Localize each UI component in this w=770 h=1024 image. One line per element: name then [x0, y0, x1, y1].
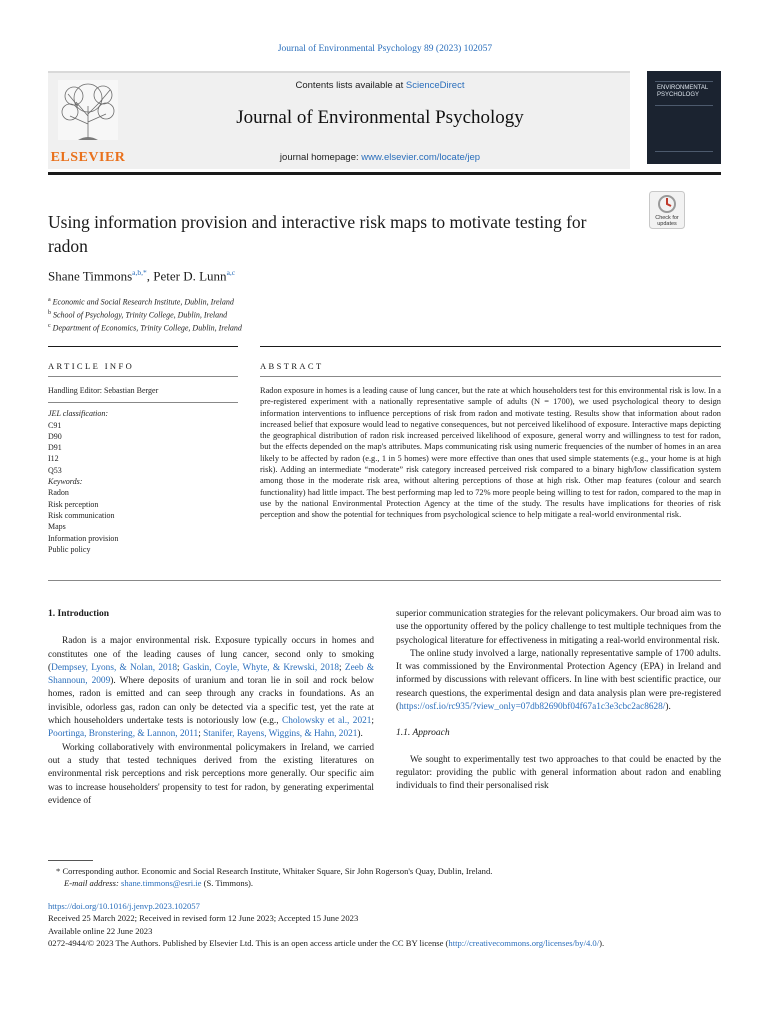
keyword: Maps: [48, 522, 66, 532]
check-for-updates-icon[interactable]: [649, 191, 685, 229]
citation-link[interactable]: Cholowsky et al., 2021: [282, 716, 372, 727]
journal-name: Journal of Environmental Psychology: [236, 107, 524, 128]
citation-link[interactable]: Dempsey, Lyons, & Nolan, 2018: [51, 662, 177, 673]
keyword: Risk communication: [48, 510, 115, 520]
abstract-heading: ABSTRACT: [260, 361, 324, 371]
author-affiliation-marks[interactable]: a,c: [226, 268, 236, 277]
license-link[interactable]: http://creativecommons.org/licenses/by/4.0/: [448, 938, 600, 949]
keyword: Public policy: [48, 544, 91, 554]
article-title: Using information provision and interactive risk maps to motivate testing for radon: [48, 212, 587, 256]
body-paragraph: Working collaboratively with environmental policymakers in Ireland, we carried out a study that tested techniques derived from the existing literatures on environmental risk perceptions and risk perceptions more generally. Our specific aim was to increase householders' propensity to test for radon, by generating experimental evidence of: [48, 742, 374, 806]
abstract-bottom-rule: [48, 580, 721, 581]
jel-code: D90: [48, 431, 62, 441]
article-info-subrule: [48, 376, 238, 377]
info-divider: [48, 402, 238, 403]
body-paragraph: We sought to experimentally test two approaches to that could be enacted by the regulator: providing the public with general information about radon and enabling individuals to find their personalised risk: [396, 754, 721, 792]
citation-link[interactable]: Poortinga, Bronstering, & Lannon, 2011: [48, 729, 199, 740]
article-info-panel: [48, 385, 238, 555]
contents-availability: Contents lists available at ScienceDirect: [295, 80, 465, 91]
author-name[interactable]: Shane Timmons: [48, 268, 133, 284]
keyword: Information provision: [48, 533, 119, 543]
affiliation-item: $^b$ School of Psychology, Trinity College, Dublin, Ireland: [48, 310, 228, 320]
homepage-link[interactable]: www.elsevier.com/locate/jep: [361, 152, 481, 163]
check-updates-line1: Check for: [655, 215, 679, 221]
cover-rule: [655, 105, 713, 106]
jel-code: Q53: [48, 465, 62, 475]
keyword: Risk perception: [48, 499, 99, 509]
journal-cover-thumbnail[interactable]: [647, 71, 721, 164]
affiliation-list: [48, 295, 242, 334]
abstract-subrule: [260, 376, 721, 377]
affiliation-item: $^c$ Department of Economics, Trinity College, Dublin, Ireland: [48, 323, 242, 333]
doi-link[interactable]: https://doi.org/10.1016/j.jenvp.2023.102057: [48, 901, 200, 911]
citation-link[interactable]: Gaskin, Coyle, Whyte, & Krewski, 2018: [182, 662, 340, 673]
available-online-date: Available online 22 June 2023: [48, 925, 153, 936]
sciencedirect-link[interactable]: ScienceDirect: [405, 80, 465, 91]
section-heading-introduction: 1. Introduction: [48, 609, 110, 619]
abstract-text: Radon exposure in homes is a leading cause of lung cancer, but the rate at which householders test for this environmental risk is low. In a pre-registered experiment with a nationally representative sample of adults (N = 1700), we used psychological theory to design information interventions to influence perceptions of risk from radon and motivate testing. Results show that information about radon increased belief that exposure would lead to negative consequences, but not perceived likelihood of exposure. Interactive maps depicting the geographical distribution of radon risk increased perceived likelihood of exposure, general worry and willingness to test for radon, but the effects depended on the map's attributes. Maps communicating risk using numeric frequencies of the number of homes in an area likely to be affected by radon (e.g., 1 in 5 homes) were more effective than ones that used simple statements (e.g., your home is at high risk). Adding an intermediate “moderate” risk category increased perceived risk compared to a binary high/low classification system among those in the moderate risk area, without altering perceptions of those at high risk. Other map features (colour and search functionality) had little impact. The best performing map led to 72% more people being willing to test for radon, compared to the map in use by the national Environmental Protection Agency at the time of the study. The results have implications for theories of risk perception and show the potential for techniques from psychological science to help mitigate a real-world environmental risk.: [260, 386, 721, 520]
affiliation-item: $^a$ Economic and Social Research Institute, Dublin, Ireland: [48, 297, 234, 307]
preregistration-link[interactable]: https://osf.io/rc935/?view_only=07db82690bf04f67a1c3e3cbc2ac8628/: [399, 702, 666, 713]
jel-code: C91: [48, 420, 62, 430]
body-paragraph: superior communication strategies for the relevant policymakers. Our broad aim was to use the opportunity offered by the policy challenge to test multiple techniques from the psychological literature for effectiveness in mitigating a real-world environmental risk.: [396, 609, 721, 646]
header-divider: [48, 172, 721, 175]
author-affiliation-marks[interactable]: a,b,*: [132, 268, 147, 277]
citation-link[interactable]: Stanifer, Rayens, Wiggins, & Hahn, 2021: [203, 729, 358, 740]
article-info-heading: ARTICLE INFO: [48, 361, 135, 371]
cover-title: ENVIRONMENTAL PSYCHOLOGY: [657, 85, 709, 98]
cover-rule: [655, 151, 713, 152]
cover-rule: [655, 81, 713, 82]
abstract-rule: [260, 346, 721, 347]
keyword: Radon: [48, 488, 69, 498]
author-name[interactable]: Peter D. Lunn: [153, 268, 227, 284]
jel-label: JEL classification:: [48, 409, 109, 419]
body-column-left: [48, 608, 374, 808]
handling-editor: Handling Editor: Sebastian Berger: [48, 386, 159, 395]
author-email-link[interactable]: shane.timmons@esri.ie: [120, 878, 202, 888]
body-paragraph: Radon is a major environmental risk. Exposure typically occurs in homes and constitutes one of the leading causes of lung cancer, second only to smoking (Dempsey, Lyons, & Nolan, 2018; Gaskin, Coyle, Whyte, & Krewski, 2018; Zeeb & Shannoun, 2009). Where deposits of uranium and toran lie in soil and rock below homes, radon is emitted and can seep through any cracks in foundations. As an invisible, odorless gas, radon can only be detected via a specific test, yet the rate at which householders undertake tests is notoriously low (e.g., Cholowsky et al., 2021; Poortinga, Bronstering, & Lannon, 2011; Stanifer, Rayens, Wiggins, & Hahn, 2021).: [48, 636, 374, 740]
jel-code: D91: [48, 443, 62, 453]
jel-code: I12: [48, 454, 59, 464]
check-updates-line2: updates: [657, 221, 677, 227]
author-list: Shane Timmons$^{a,b,*}$, Peter D. Lunn$^{a,c}$: [48, 268, 236, 284]
body-column-right: [396, 608, 721, 794]
corresponding-author-footnote: * Corresponding author. Economic and Social Research Institute, Whitaker Square, Sir John Rogerson's Quay, Dublin, Ireland. E-mail address: shane.timmons@esri.ie (S. Timmons).: [56, 866, 493, 888]
elsevier-wordmark: ELSEVIER: [50, 150, 126, 165]
keywords-label: Keywords:: [48, 477, 83, 487]
journal-homepage: journal homepage: www.elsevier.com/locate/jep: [279, 152, 481, 163]
publication-history: Received 25 March 2022; Received in revised form 12 June 2023; Accepted 15 June 2023: [48, 913, 359, 924]
body-paragraph: The online study involved a large, nationally representative sample of 1700 adults. It was commissioned by the Environmental Protection Agency (EPA) in Ireland and informed by discussions with relevant officers. In line with best scientific practice, our research questions, the experimental design and data analysis plan were pre-registered (https://osf.io/rc935/?view_only=07db82690bf04f67a1c3e3cbc2ac8628/).: [396, 648, 721, 713]
footnote-rule: [48, 860, 93, 861]
license-statement: 0272-4944/© 2023 The Authors. Published by Elsevier Ltd. This is an open access article under the CC BY license (http://creativecommons.org/licenses/by/4.0/).: [48, 938, 605, 949]
citation-link[interactable]: Zeeb & Shannoun, 2009: [48, 662, 374, 687]
journal-citation[interactable]: Journal of Environmental Psychology 89 (2023) 102057: [277, 44, 493, 54]
article-info-rule: [48, 346, 238, 347]
section-heading-approach: 1.1. Approach: [396, 728, 450, 739]
article-metadata: [48, 900, 738, 950]
